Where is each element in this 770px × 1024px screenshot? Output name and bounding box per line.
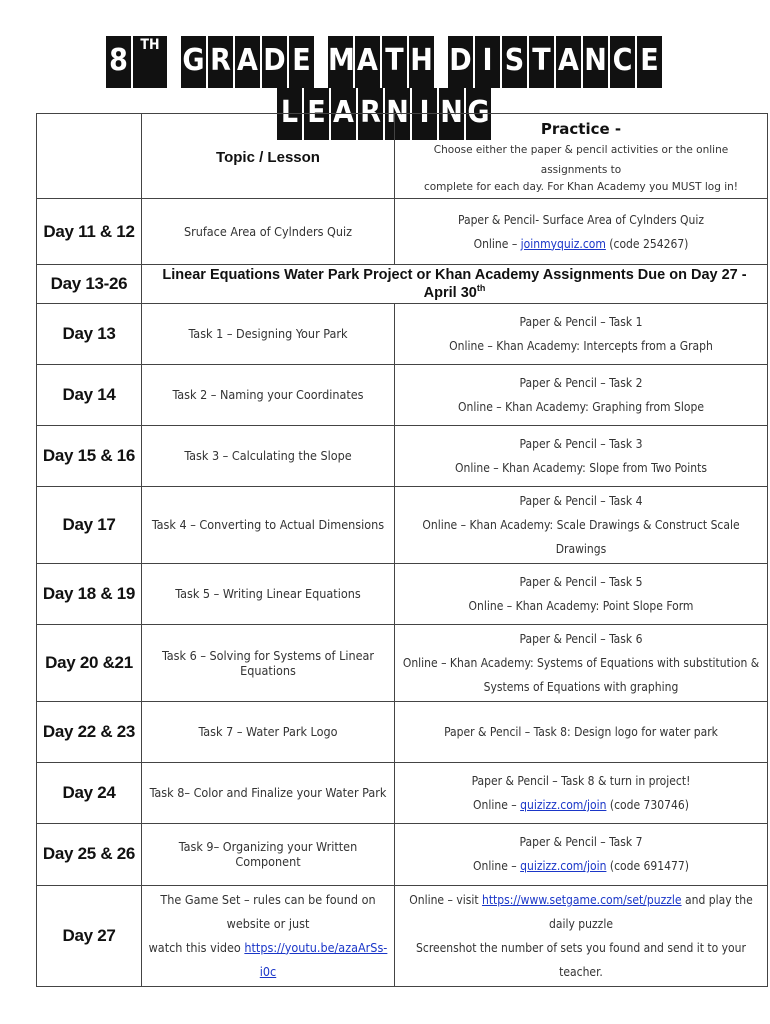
title-superscript-tile [133, 36, 167, 88]
quizizz-link[interactable]: quizizz.com/join [520, 859, 607, 874]
practice-title: Practice - [540, 120, 622, 138]
title-letter-tile: N [385, 88, 410, 140]
day-label: Day 20 &21 [37, 624, 142, 701]
table-row [37, 425, 768, 486]
practice-cell: Paper & Pencil – Task 3 Online – Khan Academy: Slope from Two Points [395, 425, 768, 486]
title-letter-tile: L [277, 88, 302, 140]
topic-cell: Task 9– Organizing your Written Component [142, 823, 395, 885]
title-letter-tile: H [409, 36, 434, 88]
day-label: Day 13-26 [37, 265, 142, 304]
table-row [37, 885, 768, 986]
day-label: Day 15 & 16 [37, 425, 142, 486]
day-label: Day 11 & 12 [37, 199, 142, 265]
practice-cell [395, 199, 768, 265]
table-row-span [37, 265, 768, 304]
table-row [37, 486, 768, 563]
day-label: Day 14 [37, 364, 142, 425]
practice-cell: Paper & Pencil – Task 2 Online – Khan Academy: Graphing from Slope [395, 364, 768, 425]
practice-cell: Paper & Pencil – Task 7 Online – quizizz.com/join (code 691477) [395, 823, 768, 885]
table-row [37, 762, 768, 823]
practice-cell: Online – visit https://www.setgame.com/set/puzzle and play the daily puzzle Screenshot the number of sets you found and send it to your teacher. [395, 885, 768, 986]
topic-cell: Task 7 – Water Park Logo [142, 701, 395, 762]
title-letter-tile: M [328, 36, 353, 88]
title-letter-tile: 8 [106, 36, 131, 88]
title-superscript: TH [140, 37, 160, 53]
title-letter-tile: D [448, 36, 473, 88]
title-word [106, 36, 169, 88]
day-label: Day 25 & 26 [37, 823, 142, 885]
header-day-cell [37, 114, 142, 199]
practice-cell: Paper & Pencil – Task 6 Online – Khan Academy: Systems of Equations with substitution & Systems of Equations with graphing [395, 624, 768, 701]
practice-cell: Paper & Pencil – Task 1 Online – Khan Academy: Intercepts from a Graph [395, 303, 768, 364]
setgame-puzzle-link[interactable]: https://www.setgame.com/set/puzzle [481, 892, 682, 907]
topic-cell: Task 5 – Writing Linear Equations [142, 563, 395, 624]
title-letter-tile: D [262, 36, 287, 88]
practice-paper: Paper & Pencil- Surface Area of Cylnders Quiz [457, 212, 705, 227]
day-label: Day 27 [37, 885, 142, 986]
topic-cell: Task 4 – Converting to Actual Dimensions [142, 486, 395, 563]
title-letter-tile: A [355, 36, 380, 88]
title-letter-tile: N [439, 88, 464, 140]
day-label: Day 18 & 19 [37, 563, 142, 624]
day-label: Day 17 [37, 486, 142, 563]
practice-cell: Paper & Pencil – Task 5 Online – Khan Academy: Point Slope Form [395, 563, 768, 624]
project-summary: Linear Equations Water Park Project or Khan Academy Assignments Due on Day 27 - April 30th [142, 265, 768, 304]
quizizz-link[interactable]: quizizz.com/join [520, 797, 607, 812]
title-letter-tile: R [358, 88, 383, 140]
header-practice [395, 114, 768, 199]
topic-cell: Task 2 – Naming your Coordinates [142, 364, 395, 425]
practice-cell: Paper & Pencil – Task 8 & turn in project! Online – quizizz.com/join (code 730746) [395, 762, 768, 823]
title-letter-tile: S [502, 36, 527, 88]
title-letter-tile: T [382, 36, 407, 88]
topic-cell: The Game Set – rules can be found on website or just watch this video https://youtu.be/azaArSs-i0c [142, 885, 395, 986]
practice-cell: Paper & Pencil – Task 8: Design logo for water park [395, 701, 768, 762]
table-row [37, 823, 768, 885]
practice-cell: Paper & Pencil – Task 4 Online – Khan Academy: Scale Drawings & Construct Scale Drawings [395, 486, 768, 563]
title-letter-tile: G [466, 88, 491, 140]
title-letter-tile: E [637, 36, 662, 88]
header-row [37, 114, 768, 199]
title-letter-tile: A [556, 36, 581, 88]
title-letter-tile: A [331, 88, 356, 140]
practice-note: complete for each day. For Khan Academy you MUST log in! [423, 181, 739, 193]
title-letter-tile: I [412, 88, 437, 140]
practice-note: Choose either the paper & pencil activities or the online assignments to [433, 144, 729, 176]
title-letter-tile: E [289, 36, 314, 88]
table-row [37, 364, 768, 425]
youtube-video-link[interactable]: https://youtu.be/azaArSs-i0c [244, 939, 388, 979]
title-word [328, 36, 436, 88]
table-row [37, 701, 768, 762]
day-label: Day 24 [37, 762, 142, 823]
joinmyquiz-link[interactable]: joinmyquiz.com [520, 236, 606, 251]
title-letter-tile: T [529, 36, 554, 88]
schedule-table [36, 113, 768, 987]
table-row [37, 199, 768, 265]
practice-online: Online – joinmyquiz.com (code 254267) [473, 236, 689, 251]
topic-cell: Task 3 – Calculating the Slope [142, 425, 395, 486]
topic-cell: Task 6 – Solving for Systems of Linear Equations [142, 624, 395, 701]
title-word [448, 36, 664, 88]
table-row [37, 303, 768, 364]
table-row [37, 563, 768, 624]
title-letter-tile: G [181, 36, 206, 88]
table-row [37, 624, 768, 701]
title-letter-tile: I [475, 36, 500, 88]
title-letter-tile: E [304, 88, 329, 140]
day-label: Day 22 & 23 [37, 701, 142, 762]
day-label: Day 13 [37, 303, 142, 364]
title-letter-tile: R [208, 36, 233, 88]
title-letter-tile: N [583, 36, 608, 88]
topic-cell: Sruface Area of Cylnders Quiz [142, 199, 395, 265]
title-letter-tile: A [235, 36, 260, 88]
title-word [181, 36, 316, 88]
topic-cell: Task 8– Color and Finalize your Water Park [142, 762, 395, 823]
header-topic: Topic / Lesson [142, 114, 395, 199]
title-letter-tile: C [610, 36, 635, 88]
topic-cell: Task 1 – Designing Your Park [142, 303, 395, 364]
